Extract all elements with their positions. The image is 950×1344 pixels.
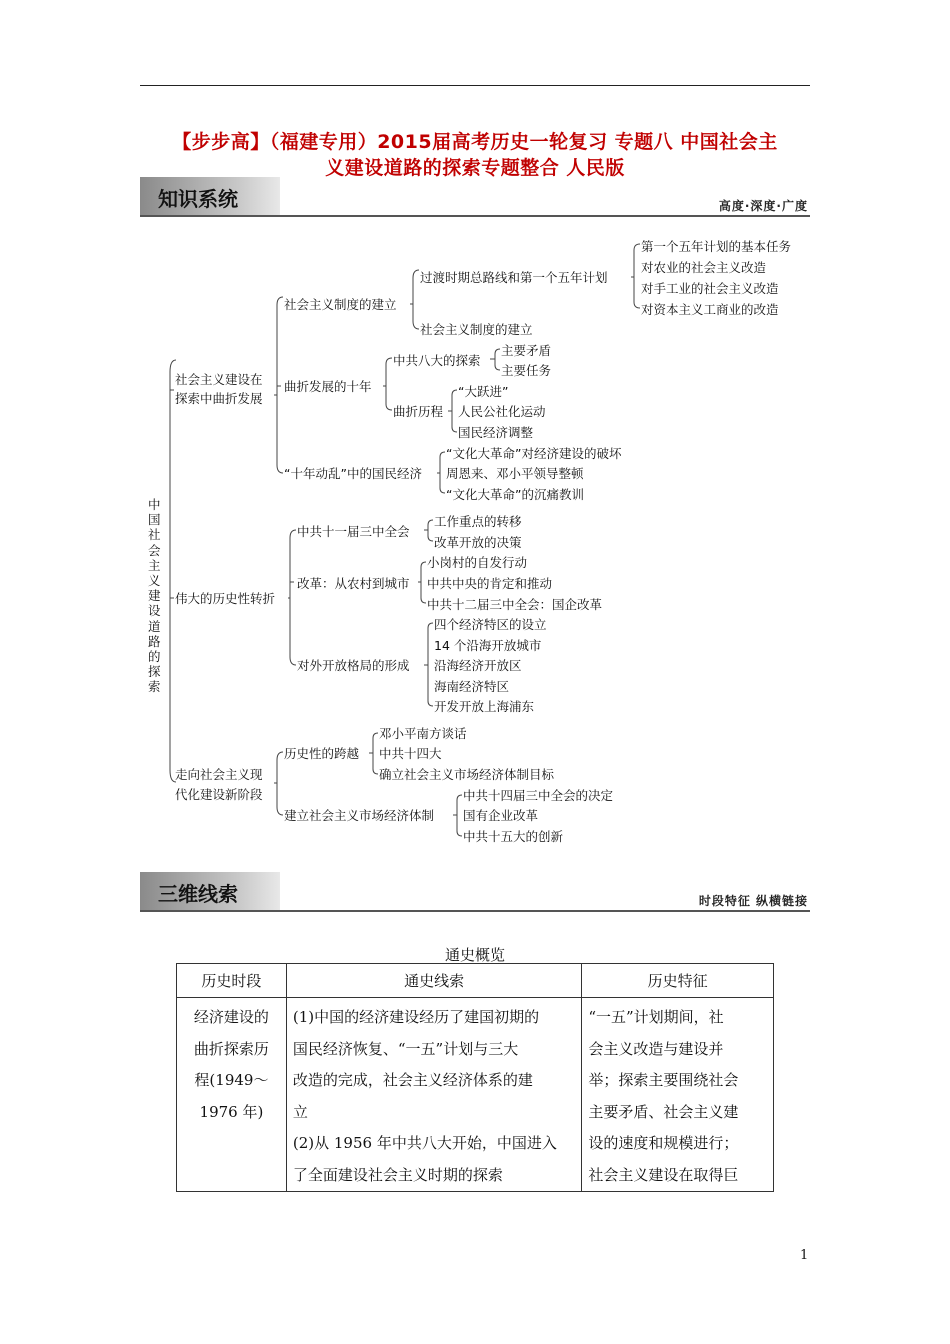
section-subtitle: 高度·深度·广度: [718, 199, 808, 213]
node-market-economy: 建立社会主义市场经济体制: [284, 808, 435, 823]
cell-line: 社会主义建设在取得巨: [588, 1165, 739, 1184]
doc-title-line1: 【步步高】（福建专用）2015届高考历史一轮复习 专题八 中国社会主: [172, 131, 778, 153]
leaf-item: “大跃进”: [458, 384, 509, 399]
leaf-item: 国有企业改革: [463, 808, 539, 823]
leaf-item: 中共中央的肯定和推动: [427, 576, 553, 591]
cell-line: 曲折探索历: [193, 1039, 269, 1058]
section-rule: [140, 910, 810, 912]
cell-line: 程(1949～: [194, 1071, 269, 1089]
node-8th-congress: 中共八大的探索: [393, 353, 481, 368]
cell-line: 经济建设的: [193, 1008, 269, 1026]
leaf-item: 工作重点的转移: [434, 514, 522, 529]
node-third-plenum: 中共十一届三中全会: [297, 524, 410, 539]
cell-line: 1976 年): [199, 1102, 264, 1121]
leaf-item: 邓小平南方谈话: [379, 726, 467, 741]
leaf-item: 对资本主义工商业的改造: [641, 302, 779, 317]
leaf-item: 主要任务: [501, 363, 552, 378]
leaf-item: 改革开放的决策: [434, 535, 522, 550]
branch1-label-line1: 社会主义建设在: [175, 372, 263, 387]
leaf-item: 国民经济调整: [458, 425, 534, 440]
leaf-item: 开发开放上海浦东: [434, 699, 535, 714]
node-cultural-revolution-economy: “十年动乱”中的国民经济: [284, 466, 422, 481]
cell-line: (1)中国的经济建设经历了建国初期的: [292, 1008, 540, 1026]
cell-line: 主要矛盾、社会主义建: [588, 1102, 739, 1121]
leaf-item: 对手工业的社会主义改造: [641, 281, 779, 296]
cell-line: 改造的完成，社会主义经济体系的建: [292, 1071, 533, 1089]
leaf-item: 周恩来、邓小平领导整顿: [446, 466, 584, 481]
table-caption: 通史概览: [444, 946, 505, 964]
leaf-item: 小岗村的自发行动: [427, 555, 528, 570]
leaf-item: 14 个沿海开放城市: [434, 638, 542, 653]
leaf-item: “文化大革命”对经济建设的破坏: [446, 446, 622, 461]
branch3-label-line2: 代化建设新阶段: [175, 787, 263, 802]
cell-line: 了全面建设社会主义时期的探索: [292, 1165, 503, 1184]
header-clues: 通史线索: [286, 964, 581, 998]
page-number: 1: [800, 1248, 809, 1263]
leaf-item: 中共十四届三中全会的决定: [463, 788, 614, 803]
section-subtitle: 时段特征 纵横链接: [698, 894, 808, 908]
table-row: [177, 998, 774, 1192]
cell-line: (2)从 1956 年中共八大开始，中国进入: [292, 1134, 557, 1152]
leaf-item: 沿海经济开放区: [434, 658, 522, 673]
leaf-item: 人民公社化运动: [458, 404, 546, 419]
node-ten-years: 曲折发展的十年: [284, 379, 372, 394]
mindmap-root: 中国社会主义建设道路的探索: [148, 497, 161, 695]
leaf-item: 中共十五大的创新: [463, 829, 564, 844]
cell-line: 立: [292, 1102, 308, 1121]
branch1-label-line2: 探索中曲折发展: [175, 391, 263, 406]
header-period: 历史时段: [177, 964, 287, 998]
doc-title-line2: 义建设道路的探索专题整合 人民版: [325, 157, 625, 179]
section-title: 知识系统: [158, 187, 238, 211]
leaf-item: 四个经济特区的设立: [434, 617, 547, 632]
cell-line: 国民经济恢复、“一五”计划与三大: [292, 1039, 519, 1058]
leaf-item: 海南经济特区: [434, 679, 510, 694]
section-title: 三维线索: [158, 882, 238, 906]
branch2-label: 伟大的历史性转折: [175, 591, 276, 606]
node-historic-leap: 历史性的跨越: [284, 746, 360, 761]
cell-features: [582, 998, 774, 1192]
section-header-3d-clues: [140, 872, 810, 912]
header-features: 历史特征: [582, 964, 774, 998]
cell-line: 会主义改造与建设并: [588, 1039, 724, 1058]
cell-period: [177, 998, 287, 1192]
node-opening-up: 对外开放格局的形成: [297, 658, 410, 673]
node-system-established: 社会主义制度的建立: [420, 322, 533, 337]
leaf-item: 主要矛盾: [501, 343, 552, 358]
cell-line: 设的速度和规模进行；: [588, 1134, 739, 1152]
leaf-item: “文化大革命”的沉痛教训: [446, 487, 584, 502]
leaf-item: 中共十四大: [379, 746, 442, 761]
history-overview-table: [176, 963, 774, 1192]
table-header-row: [177, 964, 774, 998]
leaf-item: 第一个五年计划的基本任务: [641, 239, 792, 254]
leaf-item: 确立社会主义市场经济体制目标: [379, 767, 555, 782]
cell-line: “一五”计划期间，社: [588, 1008, 724, 1026]
node-socialist-system: 社会主义制度的建立: [284, 297, 397, 312]
node-twists: 曲折历程: [393, 404, 444, 419]
node-reform: 改革：从农村到城市: [297, 576, 410, 591]
node-transition-line: 过渡时期总路线和第一个五年计划: [420, 270, 608, 285]
cell-clues: [286, 998, 581, 1192]
branch3-label-line1: 走向社会主义现: [175, 767, 263, 782]
cell-line: 举；探索主要围绕社会: [588, 1071, 739, 1089]
leaf-item: 中共十二届三中全会：国企改革: [427, 597, 603, 612]
leaf-item: 对农业的社会主义改造: [641, 260, 767, 275]
